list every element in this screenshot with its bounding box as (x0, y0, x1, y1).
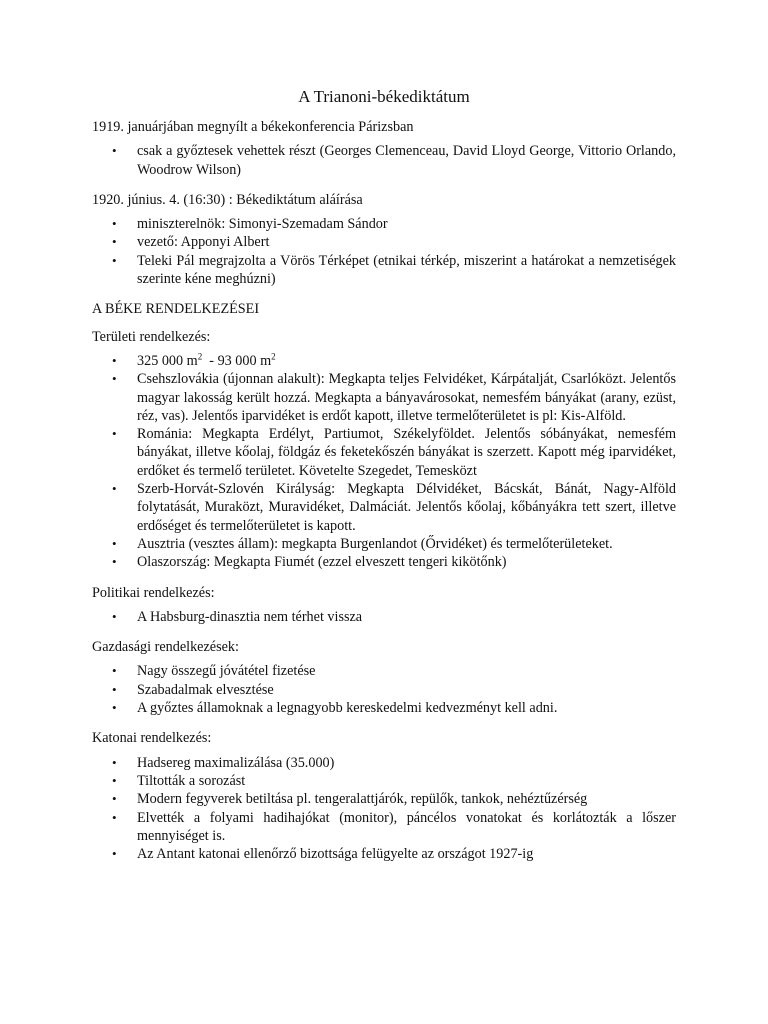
area-value-a: 325 000 m (137, 352, 198, 369)
list-item (92, 608, 676, 626)
list-item-text: Csehszlovákia (újonnan alakult): Megkapta teljes Felvidéket, Kárpátalját, Csarlóközt. Jelentős magyar lakosság került hozzá. Megkapta a bányavárosokat, nemesfém bányákat (arany, ezüst, réz, vas). Jelentős iparvidéket is erdőt kapott, illetve termelőterületet is pl: Kis-Alföld. (137, 371, 676, 424)
list-item-text: Szerb-Horvát-Szlovén Királyság: Megkapta Délvidéket, Bácskát, Bánát, Nagy-Alföld folytatását, Muraközt, Muravidéket, Dalmáciát. Jelentős kőolaj, kőbányákra tett szert, illetve erdőséget és termelőterületet is kapott. (137, 481, 676, 534)
bullet-icon: • (112, 481, 117, 497)
list-military (92, 754, 676, 864)
label-territorial: Területi rendelkezés: (92, 328, 211, 345)
bullet-icon: • (112, 608, 117, 624)
list-item (92, 845, 676, 863)
label-political: Politikai rendelkezés: (92, 584, 215, 601)
bullet-icon: • (112, 216, 117, 232)
area-value-b: - 93 000 m (202, 352, 272, 369)
label-military: Katonai rendelkezés: (92, 730, 212, 747)
list-item-text: Románia: Megkapta Erdélyt, Partiumot, Székelyföldet. Jelentős sóbányákat, nemesfém bányákat, illetve kőolaj, földgáz és feketekőszén bányákat is szerzett. Kapott még iparvidéket, erdőket és termelő területet. Követelte Szegedet, Temesközt (137, 426, 676, 479)
list-item-text: miniszterelnök: Simonyi-Szemadam Sándor (137, 216, 388, 233)
list-item-text: vezető: Apponyi Albert (137, 234, 270, 251)
list-item (92, 772, 676, 790)
list-item (92, 370, 676, 425)
list-item-text: A Habsburg-dinasztia nem térhet vissza (137, 608, 363, 625)
bullet-icon: • (112, 663, 117, 679)
list-item (92, 790, 676, 808)
list-item-text: Elvették a folyami hadihajókat (monitor), páncélos vonatokat és korlátozták a lőszer mennyiséget is. (137, 809, 676, 844)
list-political (92, 608, 676, 626)
area-exp-1: 2 (197, 351, 203, 362)
list-item (92, 681, 676, 699)
bullet-icon: • (112, 426, 117, 442)
document-title: A Trianoni-békediktátum (298, 87, 470, 106)
list-item-text: A győztes államoknak a legnagyobb kereskedelmi kedvezményt kell adni. (137, 700, 558, 717)
bullet-icon: • (112, 252, 117, 268)
area-exp-2: 2 (271, 351, 276, 362)
bullet-icon: • (112, 143, 117, 159)
bullet-icon: • (112, 535, 117, 551)
list-item (92, 480, 676, 535)
list-item-text: Tiltották a sorozást (137, 772, 246, 789)
list-item (92, 699, 676, 717)
list-item-text: Szabadalmak elvesztése (137, 681, 274, 698)
bullet-icon: • (112, 371, 117, 387)
list-item (92, 809, 676, 846)
bullet-icon: • (112, 681, 117, 697)
list-item (92, 662, 676, 680)
bullet-icon: • (112, 700, 117, 716)
list-item-text: Modern fegyverek betiltása pl. tengeralattjárók, repülők, tankok, nehéztűzérség (137, 791, 588, 808)
list-item (92, 553, 676, 571)
bullet-icon: • (112, 234, 117, 250)
list-economic (92, 662, 676, 717)
bullet-icon: • (112, 554, 117, 570)
list-item (92, 535, 676, 553)
bullet-icon: • (112, 846, 117, 862)
document-body (92, 86, 676, 875)
bullet-icon: • (112, 791, 117, 807)
list-territorial (92, 352, 676, 370)
label-economic: Gazdasági rendelkezések: (92, 639, 239, 656)
heading-beke-rendelkezesei: A BÉKE RENDELKEZÉSEI (92, 301, 260, 318)
list-item (92, 233, 676, 251)
bullet-icon: • (112, 809, 117, 825)
list-item-text: Teleki Pál megrajzolta a Vörös Térképet (etnikai térkép, miszerint a határokat a nemzetiségek szerinte kéne meghúzni) (137, 252, 676, 288)
list-item-text: csak a győztesek vehettek részt (Georges Clemenceau, David Lloyd George, Vittorio Orlando, Woodrow Wilson) (137, 143, 676, 178)
list-item-text: Az Antant katonai ellenőrző bizottsága felügyelte az országot 1927-ig (137, 846, 534, 863)
list-item (92, 425, 676, 480)
list-item (92, 754, 676, 772)
list-item-text: Hadsereg maximalizálása (35.000) (137, 754, 335, 771)
paragraph-1920: 1920. június. 4. (16:30) : Békediktátum aláírása (92, 191, 363, 208)
list-item (92, 215, 676, 233)
bullet-icon: • (112, 352, 117, 368)
bullet-icon: • (112, 754, 117, 770)
list-1920 (92, 215, 676, 288)
bullet-icon: • (112, 772, 117, 788)
list-item-text: Olaszország: Megkapta Fiumét (ezzel elveszett tengeri kikötőnk) (137, 554, 507, 571)
list-1919 (92, 142, 676, 179)
list-item (92, 142, 676, 179)
list-item-area (92, 352, 676, 370)
paragraph-1919: 1919. januárjában megnyílt a békekonferencia Párizsban (92, 119, 414, 135)
list-item-text: Ausztria (vesztes állam): megkapta Burgenlandot (Őrvidéket) és termelőterületeket. (137, 535, 613, 552)
list-item (92, 252, 676, 289)
list-item-text: Nagy összegű jóvátétel fizetése (137, 663, 316, 680)
list-territorial-countries (92, 370, 676, 571)
